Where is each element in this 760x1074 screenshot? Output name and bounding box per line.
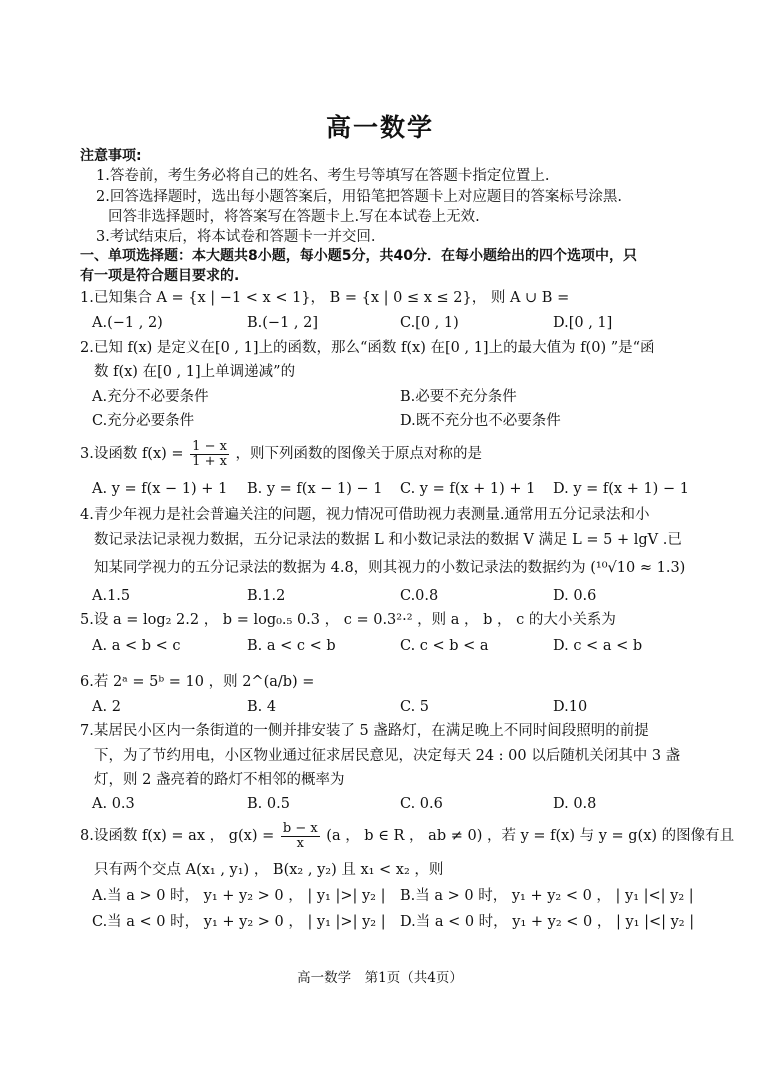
q7-stem-line3: 灯，则 2 盏亮着的路灯不相邻的概率为 <box>94 772 345 788</box>
q5-stem: 5.设 a = log₂ 2.2 ， b = log₀.₅ 0.3 ， c = 0.3²·² ，则 a ， b ， c 的大小关系为 <box>80 612 616 628</box>
q1-option-c: C.[0 , 1) <box>400 315 459 331</box>
q1-option-a: A.(−1 , 2) <box>92 315 163 331</box>
q7-stem-line1: 7.某居民小区内一条街道的一侧并排安装了 5 盏路灯，在满足晚上不同时间段照明的前提 <box>80 723 649 739</box>
q5-option-d: D. c < a < b <box>553 638 643 654</box>
q7-option-b: B. 0.5 <box>247 796 290 812</box>
q8-fraction <box>281 822 320 851</box>
q3-frac-num: 1 − x <box>192 438 227 454</box>
q3-option-c: C. y = f(x + 1) + 1 <box>400 481 536 497</box>
q1-option-d: D.[0 , 1] <box>553 315 613 331</box>
q6-option-d: D.10 <box>553 699 588 715</box>
q8-options-row1 <box>80 886 694 906</box>
q6-option-a: A. 2 <box>92 699 121 715</box>
q2-stem-line1: 2.已知 f(x) 是定义在[0 , 1]上的函数，那么“函数 f(x) 在[0 , 1]上的最大值为 f(0) ”是“函 <box>80 340 655 356</box>
q8-option-c: C.当 a < 0 时， y₁ + y₂ > 0 ， | y₁ |>| y₂ | <box>92 914 386 930</box>
q4-stem-line3: 知某同学视力的五分记录法的数据为 4.8，则其视力的小数记录法的数据约为 (¹⁰√10 ≈ 1.3) <box>94 560 686 576</box>
q2-option-b: B.必要不充分条件 <box>400 389 517 405</box>
q6-option-b: B. 4 <box>247 699 277 715</box>
q8-option-b: B.当 a > 0 时， y₁ + y₂ < 0 ， | y₁ |<| y₂ | <box>400 888 694 904</box>
q4-option-a: A.1.5 <box>92 588 131 604</box>
notice-item-1: 1.答卷前，考生务必将自己的姓名、考生号等填写在答题卡指定位置上. <box>96 168 550 184</box>
q3-frac-den: 1 + x <box>192 453 227 469</box>
q2-option-d: D.既不充分也不必要条件 <box>400 413 561 429</box>
q6-option-c: C. 5 <box>400 699 430 715</box>
q8-stem <box>80 820 734 852</box>
q4-options <box>80 586 680 606</box>
q4-stem-line1: 4.青少年视力是社会普遍关注的问题，视力情况可借助视力表测量.通常用五分记录法和小 <box>80 507 650 523</box>
notice-heading: 注意事项: <box>80 148 142 164</box>
notice-item-2: 2.回答选择题时，选出每小题答案后，用铅笔把答题卡上对应题目的答案标号涂黑. <box>96 189 622 205</box>
q5-options <box>80 636 680 656</box>
q2-options-row2 <box>80 411 680 431</box>
q8-option-d: D.当 a < 0 时， y₁ + y₂ < 0 ， | y₁ |<| y₂ | <box>400 914 695 930</box>
q2-stem-line2: 数 f(x) 在[0 , 1]上单调递减”的 <box>94 364 296 380</box>
q8-stem-pre: 8.设函数 f(x) = ax ， g(x) = <box>80 828 275 844</box>
q1-options <box>80 313 680 333</box>
q8-stem-line2: 只有两个交点 A(x₁ , y₁) ， B(x₂ , y₂) 且 x₁ < x₂ ，则 <box>94 862 444 878</box>
q4-option-b: B.1.2 <box>247 588 286 604</box>
page-title: 高一数学 <box>325 113 434 142</box>
q7-options <box>80 794 680 814</box>
q3-stem-post: ，则下列函数的图像关于原点对称的是 <box>235 446 483 462</box>
q7-option-c: C. 0.6 <box>400 796 443 812</box>
q8-stem-post: (a ， b ∈ R ， ab ≠ 0) ，若 y = f(x) 与 y = g(x) 的图像有且 <box>326 828 735 844</box>
q4-option-c: C.0.8 <box>400 588 439 604</box>
section-heading-line1: 一、单项选择题：本大题共8小题，每小题5分，共40分．在每小题给出的四个选项中，只 <box>80 248 637 264</box>
q8-options-row2 <box>80 912 695 932</box>
q7-option-a: A. 0.3 <box>92 796 135 812</box>
q1-stem: 1.已知集合 A = {x | −1 < x < 1}， B = {x | 0 ≤ x ≤ 2}， 则 A ∪ B = <box>80 290 570 306</box>
q2-options-row1 <box>80 387 680 407</box>
q8-frac-num: b − x <box>282 820 318 836</box>
notice-item-3: 3.考试结束后，将本试卷和答题卡一并交回. <box>96 229 376 245</box>
q3-options <box>80 479 689 499</box>
page-footer: 高一数学 第1页（共4页） <box>297 970 463 986</box>
q3-fraction <box>190 440 229 469</box>
q5-option-a: A. a < b < c <box>92 638 181 654</box>
q5-option-b: B. a < c < b <box>247 638 336 654</box>
q4-option-d: D. 0.6 <box>553 588 597 604</box>
q3-option-d: D. y = f(x + 1) − 1 <box>553 481 689 497</box>
q3-stem-pre: 3.设函数 f(x) = <box>80 446 184 462</box>
q8-option-a: A.当 a > 0 时， y₁ + y₂ > 0 ， | y₁ |>| y₂ | <box>92 888 386 904</box>
q5-option-c: C. c < b < a <box>400 638 489 654</box>
q3-option-b: B. y = f(x − 1) − 1 <box>247 481 383 497</box>
q8-frac-den: x <box>296 835 304 851</box>
section-heading-line2: 有一项是符合题目要求的. <box>80 268 240 284</box>
q2-option-a: A.充分不必要条件 <box>92 389 209 405</box>
q2-option-c: C.充分必要条件 <box>92 413 195 429</box>
q4-stem-line2: 数记录法记录视力数据，五分记录法的数据 L 和小数记录法的数据 V 满足 L = 5 + lgV .已 <box>94 532 682 548</box>
notice-item-2b: 回答非选择题时，将答案写在答题卡上.写在本试卷上无效. <box>108 209 480 225</box>
q1-option-b: B.(−1 , 2] <box>247 315 319 331</box>
q6-options <box>80 697 680 717</box>
q3-option-a: A. y = f(x − 1) + 1 <box>92 481 228 497</box>
q7-stem-line2: 下，为了节约用电，小区物业通过征求居民意见，决定每天 24 : 00 以后随机关闭其中 3 盏 <box>94 748 681 764</box>
q3-stem <box>80 438 482 470</box>
q7-option-d: D. 0.8 <box>553 796 597 812</box>
q6-stem: 6.若 2ᵃ = 5ᵇ = 10 ，则 2^(a/b) = <box>80 674 315 690</box>
